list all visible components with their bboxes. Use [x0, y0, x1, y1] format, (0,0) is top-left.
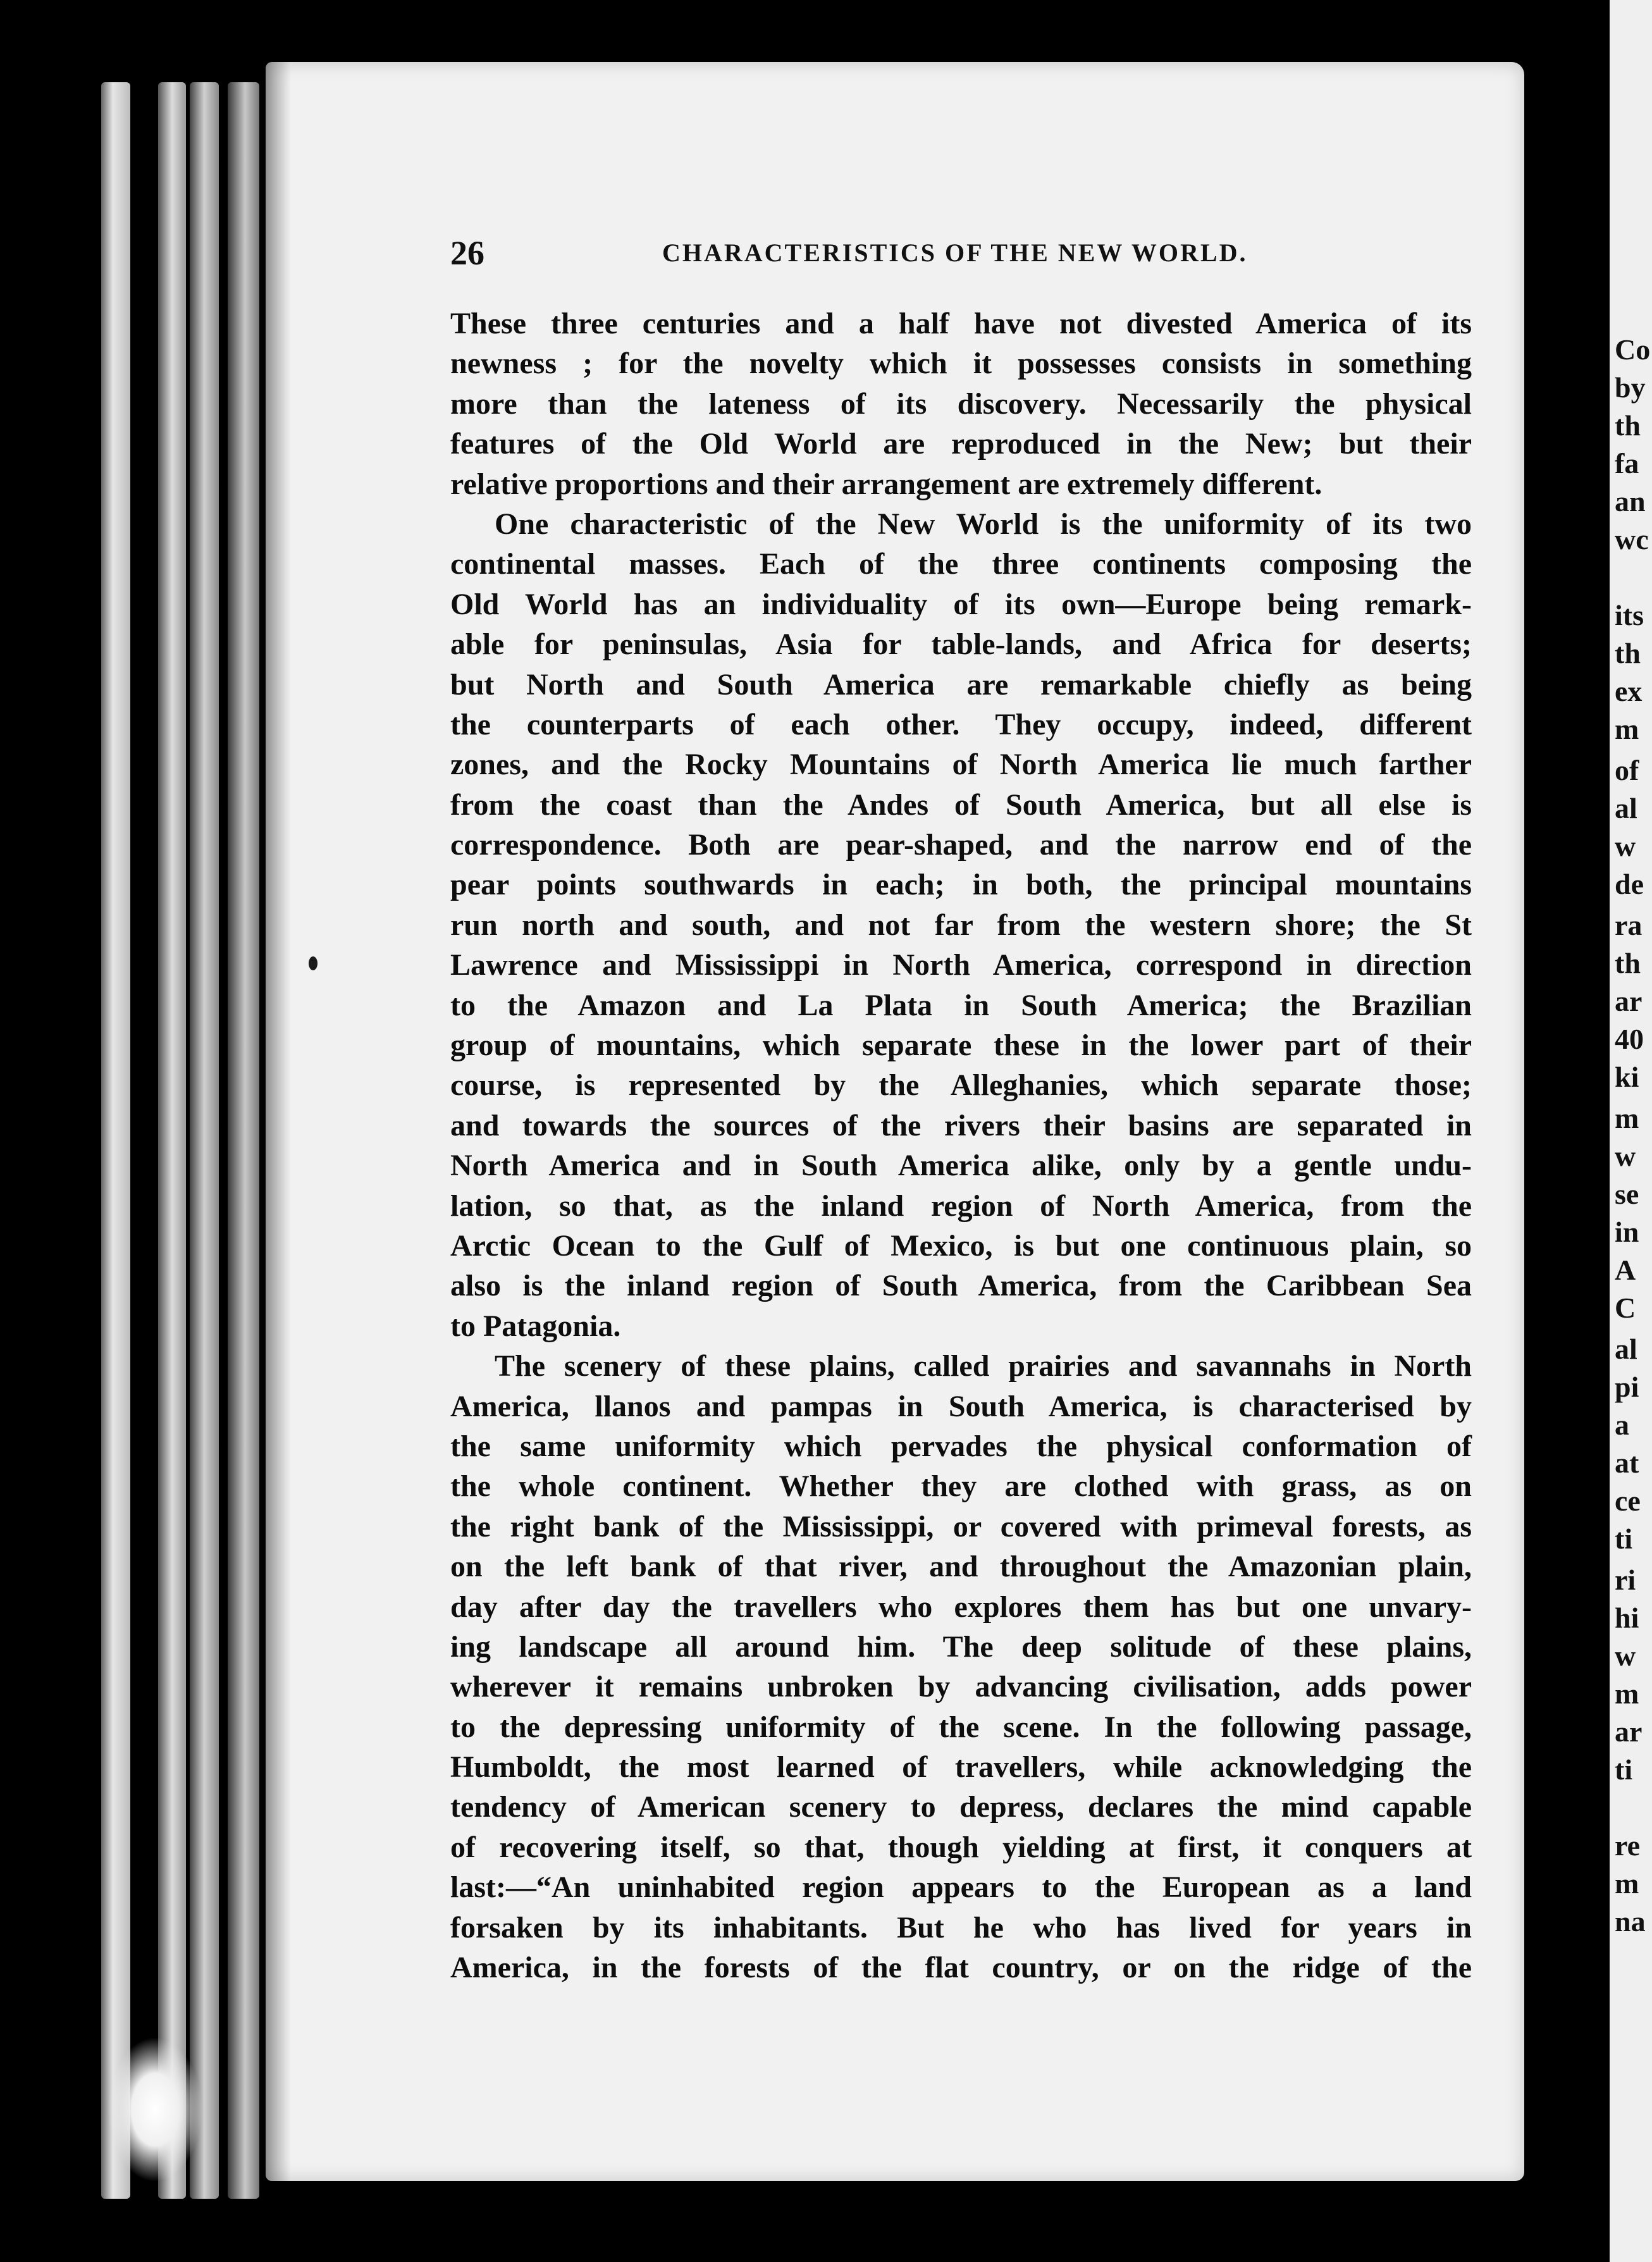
text-line: the right bank of the Mississippi, or covered with primeval forests, as	[450, 1509, 1472, 1543]
text-line: forsaken by its inhabitants. But he who has lived for years in	[450, 1910, 1472, 1944]
facing-page-fragment: hi	[1615, 1602, 1639, 1634]
facing-page-fragment: w	[1615, 830, 1636, 862]
facing-page-fragment: ra	[1615, 909, 1643, 941]
facing-page-fragment: se	[1615, 1178, 1639, 1210]
facing-page-fragment: m	[1615, 1867, 1639, 1900]
text-line: Old World has an individuality of its own—Europe being remark-	[450, 587, 1472, 621]
running-head	[450, 231, 1478, 275]
facing-page-fragment: m	[1615, 1102, 1639, 1134]
facing-page-fragment: a	[1615, 1409, 1629, 1441]
text-line: relative proportions and their arrangement are extremely different.	[450, 467, 1322, 501]
text-line: Lawrence and Mississippi in North America, correspond in direction	[450, 948, 1472, 982]
scan-glare	[108, 2037, 202, 2182]
text-line: more than the lateness of its discovery. Necessarily the physical	[450, 386, 1472, 421]
running-title: CHARACTERISTICS OF THE NEW WORLD.	[662, 238, 1248, 267]
text-line: run north and south, and not far from the western shore; the St	[450, 908, 1472, 942]
facing-page-fragment: th	[1615, 947, 1641, 979]
text-line: These three centuries and a half have not divested America of its	[450, 307, 1472, 340]
text-line: to Patagonia.	[450, 1309, 621, 1343]
page-edge	[190, 82, 219, 2199]
facing-page-fragment: pi	[1615, 1371, 1639, 1403]
facing-page-fragment: ex	[1615, 675, 1643, 707]
facing-page-fragment: ce	[1615, 1485, 1641, 1517]
facing-page-fragment: ki	[1615, 1061, 1639, 1093]
facing-page-fragment: al	[1615, 1333, 1637, 1365]
facing-page-fragment: th	[1615, 409, 1641, 442]
facing-page-fragment: its	[1615, 599, 1644, 631]
facing-page-fragment: by	[1615, 371, 1646, 404]
text-line: lation, so that, as the inland region of North America, from the	[450, 1189, 1472, 1223]
facing-page-fragment: ti	[1615, 1523, 1633, 1555]
facing-page-fragment: th	[1615, 637, 1641, 669]
text-line: correspondence. Both are pear-shaped, and the narrow end of the	[450, 828, 1472, 862]
text-line: group of mountains, which separate these in the lower part of their	[450, 1029, 1472, 1063]
page-edge	[228, 82, 259, 2199]
text-line: to the Amazon and La Plata in South America; the Brazilian	[450, 988, 1472, 1022]
facing-page-fragment: in	[1615, 1216, 1639, 1248]
body-text	[450, 304, 1472, 1987]
text-line: on the left bank of that river, and throughout the Amazonian plain,	[450, 1550, 1472, 1584]
text-line: zones, and the Rocky Mountains of North America lie much farther	[450, 748, 1472, 782]
text-line: the whole continent. Whether they are clothed with grass, as on	[450, 1469, 1472, 1504]
text-line: the counterparts of each other. They occupy, indeed, different	[450, 707, 1472, 741]
text-line: North America and in South America alike, only by a gentle undu-	[450, 1149, 1472, 1183]
facing-page-fragment: re	[1615, 1829, 1641, 1862]
facing-page-fragment: A	[1615, 1254, 1636, 1286]
facing-page-fragment: C	[1615, 1292, 1636, 1324]
text-line: ing landscape all around him. The deep solitude of these plains,	[450, 1629, 1472, 1664]
text-line: tendency of American scenery to depress, declares the mind capable	[450, 1790, 1472, 1824]
facing-page-fragment: of	[1615, 754, 1639, 786]
text-line: wherever it remains unbroken by advancing civilisation, adds power	[450, 1670, 1472, 1704]
text-line: America, llanos and pampas in South America, is characterised by	[450, 1389, 1472, 1423]
page-number: 26	[450, 234, 484, 272]
facing-page-fragment: Co	[1615, 333, 1651, 366]
text-line: newness ; for the novelty which it possesses consists in something	[450, 347, 1472, 381]
text-line: able for peninsulas, Asia for table-lands, and Africa for deserts;	[450, 627, 1472, 662]
text-line: One characteristic of the New World is the uniformity of its two	[495, 507, 1472, 541]
facing-page-fragment: 40	[1615, 1023, 1644, 1055]
facing-page-fragment: al	[1615, 792, 1637, 824]
facing-page-fragment: wc	[1615, 523, 1649, 555]
text-line: of recovering itself, so that, though yielding at first, it conquers at	[450, 1830, 1472, 1864]
text-line: and towards the sources of the rivers their basins are separated in	[450, 1108, 1472, 1142]
facing-page-fragment: fa	[1615, 447, 1639, 479]
facing-page-fragment: ar	[1615, 985, 1643, 1017]
facing-page-edge	[1610, 0, 1652, 2262]
text-line: the same uniformity which pervades the physical conformation of	[450, 1429, 1472, 1463]
facing-page-fragment: ti	[1615, 1753, 1633, 1786]
text-line: pear points southwards in each; in both, the principal mountains	[450, 868, 1472, 902]
text-line: features of the Old World are reproduced in the New; but their	[450, 427, 1472, 461]
text-line: also is the inland region of South America, from the Caribbean Sea	[450, 1269, 1472, 1303]
facing-page-fragment: ri	[1615, 1564, 1636, 1596]
text-line: The scenery of these plains, called prairies and savannahs in North	[495, 1349, 1472, 1383]
text-line: but North and South America are remarkable chiefly as being	[450, 667, 1472, 701]
gutter-shadow	[266, 62, 291, 2181]
facing-page-fragment: na	[1615, 1905, 1646, 1938]
text-line: continental masses. Each of the three continents composing the	[450, 547, 1472, 581]
facing-page-fragment: ar	[1615, 1715, 1643, 1748]
facing-page-fragment: an	[1615, 485, 1646, 517]
page-edge	[101, 82, 130, 2199]
text-line: day after day the travellers who explores them has but one unvary-	[450, 1590, 1472, 1624]
facing-page-fragment: de	[1615, 868, 1644, 900]
text-line: Arctic Ocean to the Gulf of Mexico, is but one continuous plain, so	[450, 1228, 1472, 1263]
facing-page-fragment: m	[1615, 1678, 1639, 1710]
facing-page-fragment: w	[1615, 1140, 1636, 1172]
text-line: America, in the forests of the flat country, or on the ridge of the	[450, 1951, 1472, 1985]
page-edge	[158, 82, 186, 2199]
text-line: to the depressing uniformity of the scene. In the following passage,	[450, 1710, 1472, 1744]
text-line: from the coast than the Andes of South America, but all else is	[450, 788, 1472, 822]
text-line: Humboldt, the most learned of travellers, while acknowledging the	[450, 1750, 1472, 1784]
ink-speck	[309, 956, 317, 970]
text-line: last:—“An uninhabited region appears to the European as a land	[450, 1870, 1472, 1905]
text-line: course, is represented by the Alleghanies, which separate those;	[450, 1068, 1472, 1103]
facing-page-fragment: m	[1615, 713, 1639, 745]
facing-page-fragment: w	[1615, 1640, 1636, 1672]
facing-page-fragment: at	[1615, 1447, 1639, 1479]
